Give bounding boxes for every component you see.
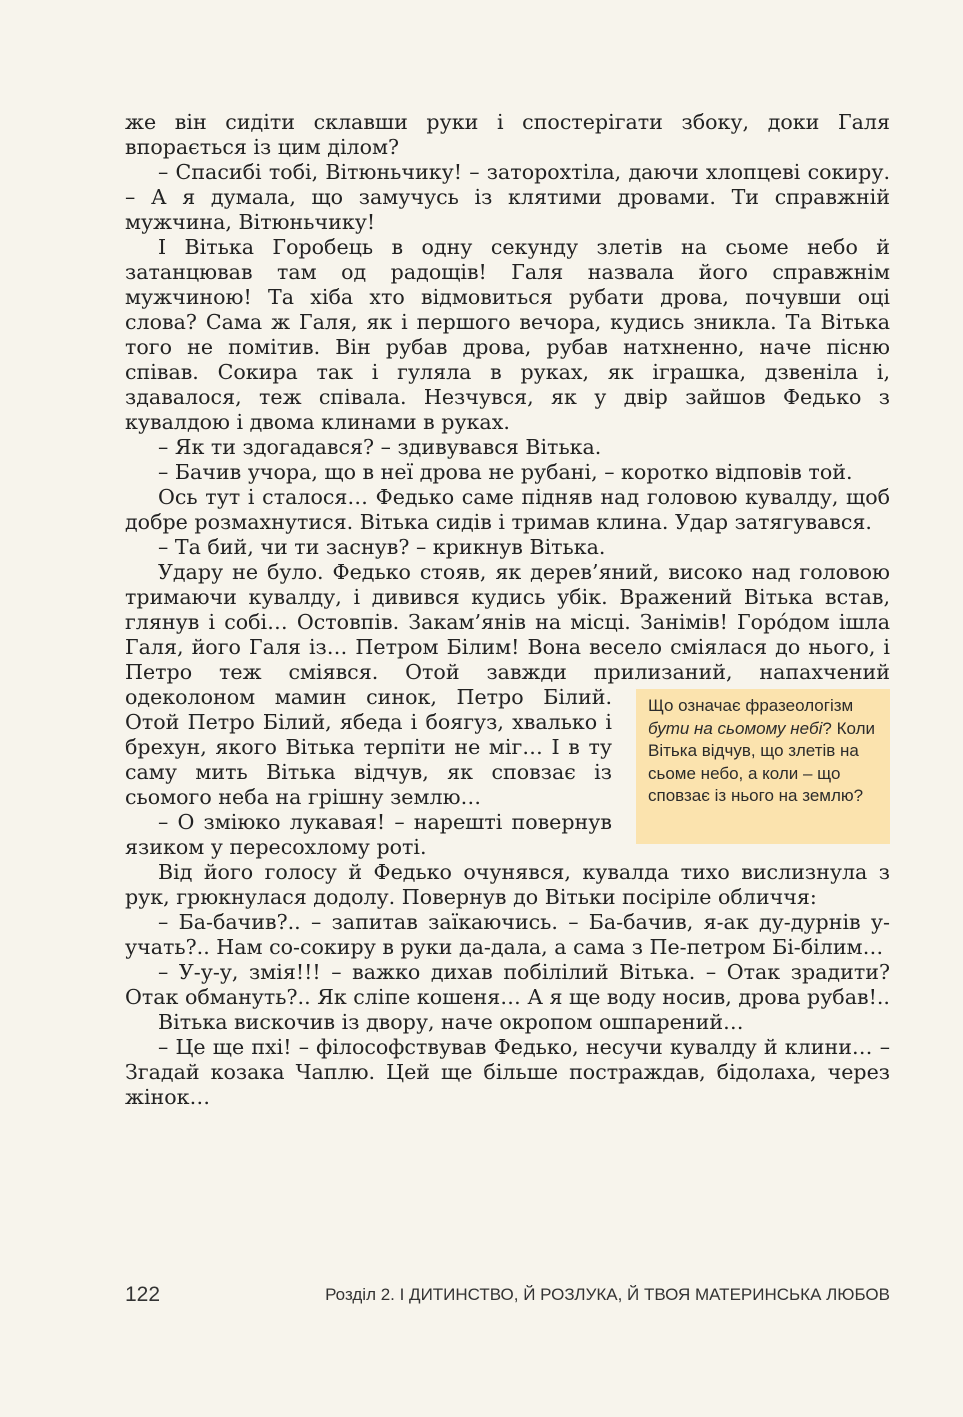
note-intro: Що означає фразеологізм: [648, 696, 854, 715]
paragraph-4: – Як ти здогадався? – здивувався Вітька.: [158, 435, 602, 459]
sidebar-question-note: [636, 689, 890, 844]
paragraph-8-part-1: Удару не було. Федько стояв, як дерев’яний, високо над головою тримаючи кувалду, і дивився кудись убік. Вражений Вітька встав, глянув і собі… Остовпів. Закам’янів на місці. Занімів! Горо́дом ішла Галя, його Галя із… Петром Білим! Вона весело сміялася до нього, і Петро теж сміявся. Отой завжди прилизаний, напахчений: [125, 560, 890, 684]
paragraph-8-text: [125, 560, 890, 809]
note-phrase: бути на сьомому небі: [648, 718, 823, 738]
page-number: 122: [125, 1283, 161, 1306]
paragraph-5: – Бачив учора, що в неї дрова не рубані, – коротко відповів той.: [158, 460, 853, 484]
paragraph-3: І Вітька Горобець в одну секунду злетів на сьоме небо й затанцював там од радощів! Галя назвала його справжнім мужчиною! Та хіба хто відмовиться рубати дрова, почувши оці слова? Сама ж Галя, як і першого вечора, кудись зникла. Та Вітька того не помітив. Він рубав дрова, рубав натхненно, наче пісню співав. Сокира так і гуляла в руках, як іграшка, дзвеніла і, здавалося, теж співала. Незчувся, як у двір зайшов Федько з кувалдою і двома клинами в руках.: [125, 235, 890, 434]
paragraph-8: [125, 560, 890, 810]
paragraph-with-note: [125, 560, 890, 860]
paragraph-12: – У-у-у, змія!!! – важко дихав побілілий Вітька. – Отак зрадити? Отак обмануть?.. Як сліпе кошеня… А я ще воду носив, дрова рубав!..: [125, 960, 890, 1009]
paragraph-13: Вітька вискочив із двору, наче окропом ошпарений…: [158, 1010, 744, 1034]
paragraph-9: – О зміюко лукавая! – нарешті повернув язиком у пересохлому роті.: [125, 810, 612, 859]
paragraph-1: же він сидіти склавши руки і спостерігати збоку, доки Галя впорається із цим ділом?: [125, 110, 890, 159]
paragraph-10: Від його голосу й Федько очунявся, кувалда тихо вислизнула з рук, грюкнулася додолу. Повернув до Вітьки посіріле обличчя:: [125, 860, 890, 909]
paragraph-7: – Та бий, чи ти заснув? – крикнув Вітька.: [158, 535, 606, 559]
story-text: [125, 110, 890, 1110]
paragraph-8-part-2: одеколоном мамин синок, Петро Білий. Отой Петро Білий, ябеда і боягуз, хвалько і брехун, якого Вітька терпіти не міг… І в ту саму мить Вітька відчув, як сповзає із сьомого неба на грішну землю…: [125, 685, 612, 809]
page-body: [125, 110, 890, 1110]
note-question: Коли Вітька відчув, що злетів на сьоме небо, а коли – що сповзає із нього на землю?: [648, 718, 876, 805]
paragraph-11: – Ба-бачив?.. – запитав заїкаючись. – Ба-бачив, я-ак ду-дурнів у-учать?.. Нам со-сокиру в руки да-дала, а сама з Пе-петром Бі-білим…: [125, 910, 890, 959]
paragraph-2: – Спасибі тобі, Вітюньчику! – заторохтіла, даючи хлопцеві сокиру. – А я думала, що замучусь із клятими дровами. Ти справжній мужчина, Вітюньчику!: [125, 160, 890, 234]
paragraph-6: Ось тут і сталося… Федько саме підняв над головою кувалду, щоб добре розмахнутися. Вітька сидів і тримав клина. Удар затягувався.: [125, 485, 890, 534]
paragraph-14: – Це ще пхі! – філософствував Федько, несучи кувалду й клини… – Згадай козака Чаплю. Цей ще більше постраждав, бідолаха, через жінок…: [125, 1035, 890, 1109]
section-title: Розділ 2. І ДИТИНСТВО, Й РОЗЛУКА, Й ТВОЯ МАТЕРИНСЬКА ЛЮБОВ: [325, 1285, 890, 1304]
note-question-mark: ?: [822, 718, 832, 738]
